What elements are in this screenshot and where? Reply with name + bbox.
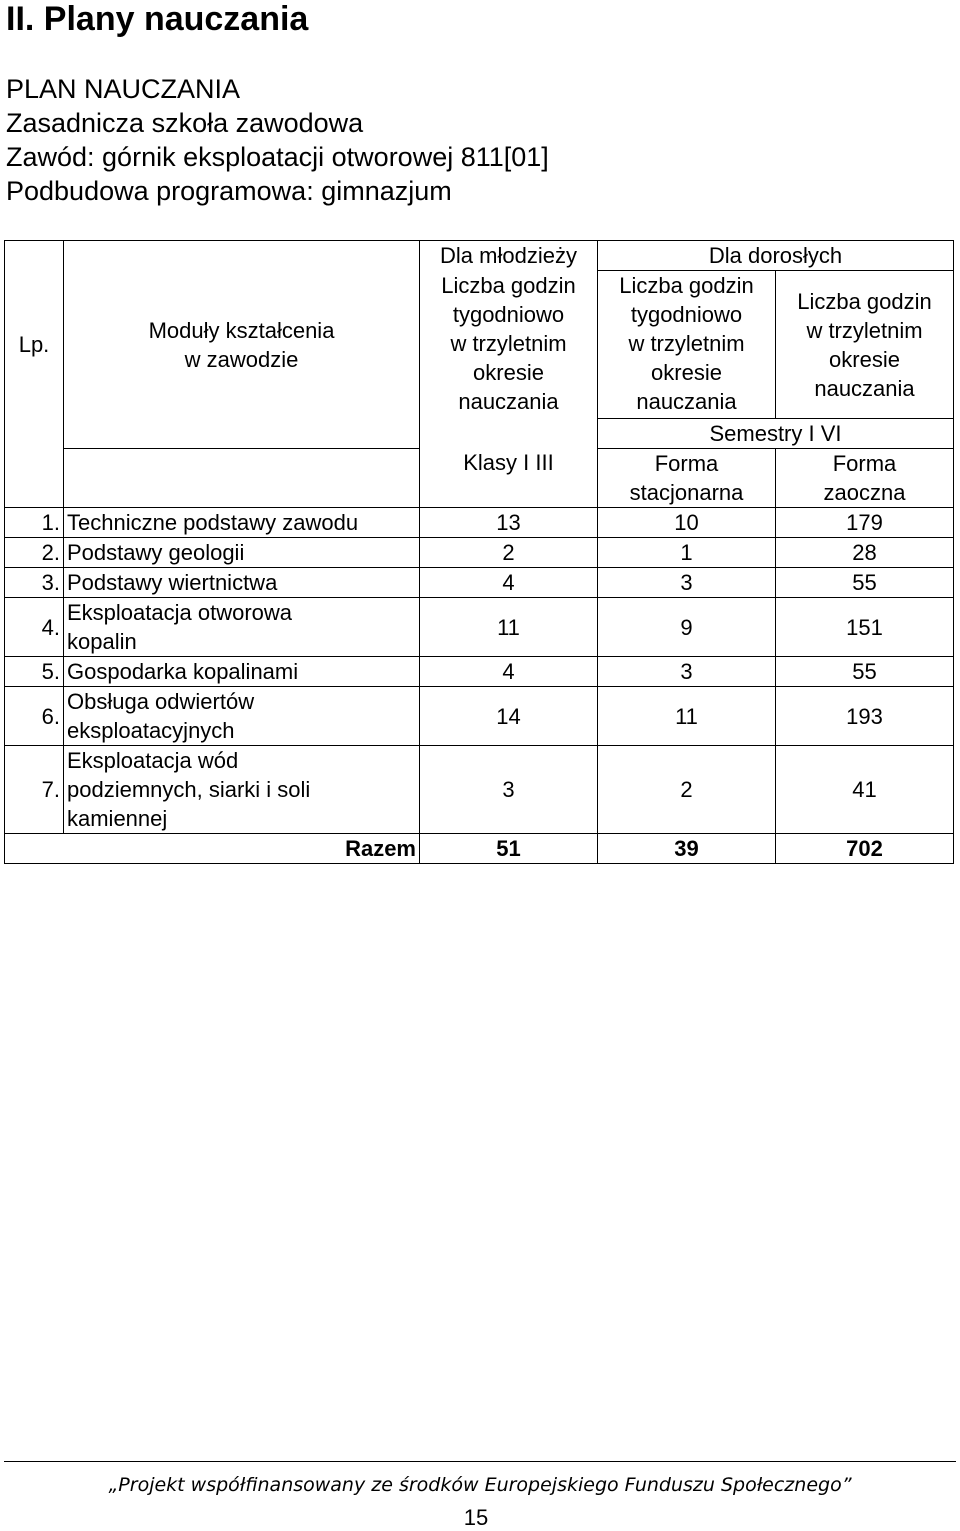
row-module: Gospodarka kopalinami [64,657,420,687]
header-semesters: Semestry I VI [598,419,954,449]
plan-header [6,72,549,208]
header-line: okresie [473,359,544,385]
row-number: 3. [5,568,64,598]
table-row [5,687,954,746]
row-extramural-hours: 179 [776,508,954,538]
row-youth-hours: 4 [420,568,598,598]
total-row [5,834,954,864]
header-lp: Lp. [5,241,64,449]
section-title: II. Plany nauczania [6,0,309,38]
header-line: okresie [829,346,900,372]
row-module [64,746,420,834]
profession: Zawód: górnik eksploatacji otworowej 811[01] [6,142,549,172]
header-modules [64,241,420,449]
header-modules-line: Moduły kształcenia [148,317,335,343]
header-line: stacjonarna [629,480,744,505]
header-line: w trzyletnim [450,330,567,356]
header-line: w trzyletnim [806,317,923,343]
header-line: zaoczna [823,480,906,505]
header-line: Forma [654,451,719,476]
curriculum-base: Podbudowa programowa: gimnazjum [6,176,452,206]
row-module-line: Eksploatacja otworowa [67,600,293,625]
row-youth-hours: 3 [420,746,598,834]
footer-divider [4,1461,956,1462]
curriculum-table [4,240,954,864]
table-row [5,538,954,568]
row-module-line: podziemnych, siarki i soli [67,777,311,802]
total-extramural-hours: 702 [776,834,954,864]
table-row [5,508,954,538]
row-number: 4. [5,598,64,657]
row-stationary-hours: 10 [598,508,776,538]
row-number: 2. [5,538,64,568]
row-module [64,598,420,657]
header-form-stationary [598,449,776,508]
row-stationary-hours: 3 [598,657,776,687]
row-module-line: kopalin [67,629,137,654]
table-row [5,657,954,687]
header-line: okresie [651,360,722,385]
row-module: Techniczne podstawy zawodu [64,508,420,538]
header-line: tygodniowo [630,302,743,327]
header-modules-line: w zawodzie [184,346,299,372]
row-stationary-hours: 9 [598,598,776,657]
header-line: nauczania [636,389,737,414]
header-line: Liczba godzin [797,288,932,314]
header-line: tygodniowo [452,301,565,327]
row-extramural-hours: 28 [776,538,954,568]
header-adults-weekly [598,271,776,419]
row-youth-hours: 14 [420,687,598,746]
row-stationary-hours: 3 [598,568,776,598]
row-youth-hours: 4 [420,657,598,687]
row-extramural-hours: 41 [776,746,954,834]
table-row [5,568,954,598]
row-module-line: Eksploatacja wód [67,748,239,773]
footer-funding-note: „Projekt współfinansowany ze środków Europejskiego Funduszu Społecznego” [108,1474,852,1496]
row-extramural-hours: 55 [776,657,954,687]
table-row [5,598,954,657]
total-stationary-hours: 39 [598,834,776,864]
page-number: 15 [463,1505,489,1530]
plan-heading: PLAN NAUCZANIA [6,74,241,104]
row-module-line: Obsługa odwiertów [67,689,255,714]
total-youth-hours: 51 [420,834,598,864]
row-stationary-hours: 2 [598,746,776,834]
header-line: Liczba godzin [441,272,576,298]
row-number: 1. [5,508,64,538]
row-youth-hours: 13 [420,508,598,538]
row-number: 6. [5,687,64,746]
header-line: Liczba godzin [619,273,754,298]
header-line: nauczania [458,388,559,414]
header-youth-hours [420,271,598,419]
row-module-line: kamiennej [67,806,168,831]
row-extramural-hours: 151 [776,598,954,657]
row-module: Podstawy geologii [64,538,420,568]
header-line: nauczania [814,375,915,401]
row-extramural-hours: 193 [776,687,954,746]
header-youth: Dla młodzieży [420,241,598,271]
total-label: Razem [5,834,420,864]
row-module-line: eksploatacyjnych [67,718,235,743]
header-modules-cont [64,449,420,508]
header-classes: Klasy I III [420,419,598,508]
row-module: Podstawy wiertnictwa [64,568,420,598]
header-line: Forma [832,451,897,476]
row-youth-hours: 11 [420,598,598,657]
header-adults-total [776,271,954,419]
header-line: w trzyletnim [628,331,745,356]
header-adults: Dla dorosłych [598,241,954,271]
school-type: Zasadnicza szkoła zawodowa [6,108,364,138]
table-row [5,746,954,834]
row-extramural-hours: 55 [776,568,954,598]
row-number: 5. [5,657,64,687]
row-youth-hours: 2 [420,538,598,568]
row-module [64,687,420,746]
row-stationary-hours: 11 [598,687,776,746]
row-stationary-hours: 1 [598,538,776,568]
row-number: 7. [5,746,64,834]
header-form-extramural [776,449,954,508]
header-lp-cont [5,449,64,508]
